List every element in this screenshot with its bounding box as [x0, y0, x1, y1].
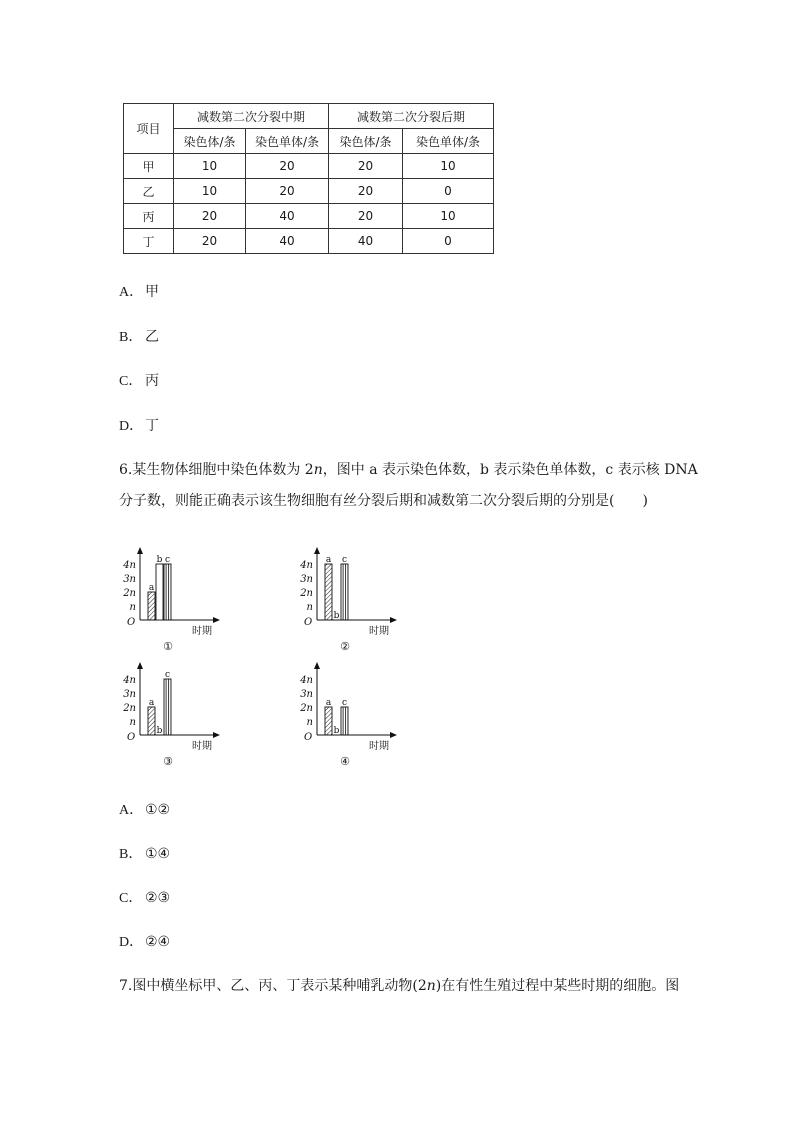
table-cell: 40	[329, 229, 403, 254]
table-cell: 40	[246, 229, 329, 254]
y-tick-label: 4n	[300, 560, 313, 571]
option-text: 甲	[145, 284, 159, 300]
option-label: A．	[119, 803, 144, 818]
table-cell: 40	[246, 204, 329, 229]
table-cell: 20	[329, 154, 403, 179]
table-row-label: 丙	[124, 204, 174, 229]
y-tick-label: 2n	[123, 588, 136, 599]
bar-label-b: b	[156, 555, 163, 565]
option-text: 丁	[145, 418, 159, 434]
bar-label-c: c	[164, 670, 171, 680]
q6-option-d[interactable]	[119, 934, 170, 951]
table-cell: 20	[174, 204, 246, 229]
table-row-label: 甲	[124, 154, 174, 179]
bar-label-a: a	[148, 698, 155, 708]
bar-label-a: a	[325, 555, 332, 565]
y-axis-arrow	[314, 547, 320, 554]
x-axis-label: 时期	[192, 741, 212, 752]
table-cell: 0	[403, 229, 494, 254]
x-axis-label: 时期	[369, 626, 389, 637]
table-row	[124, 154, 494, 179]
data-table	[123, 103, 494, 254]
table-row-label: 丁	[124, 229, 174, 254]
y-tick-label: 3n	[300, 574, 313, 585]
option-label: D．	[119, 419, 144, 434]
table-row	[124, 179, 494, 204]
bar-label-c: c	[341, 555, 348, 565]
option-label: C．	[119, 374, 143, 389]
table-sub-header: 染色体/条	[329, 129, 403, 154]
x-axis-arrow	[213, 732, 220, 738]
option-text: ②③	[145, 890, 171, 906]
bar-graph-svg	[295, 660, 405, 768]
table-cell: 0	[403, 179, 494, 204]
x-axis-arrow	[390, 617, 397, 623]
x-axis-arrow	[390, 732, 397, 738]
x-axis-label: 时期	[369, 741, 389, 752]
q5-option-d[interactable]	[119, 418, 159, 435]
y-tick-label: 4n	[300, 675, 313, 686]
table-row	[124, 229, 494, 254]
bar-label-a: a	[148, 583, 155, 593]
y-tick-label: 4n	[123, 675, 136, 686]
table-cell: 10	[403, 154, 494, 179]
graph-2	[295, 545, 405, 657]
table-row	[124, 204, 494, 229]
q5-option-a[interactable]	[119, 284, 159, 301]
y-tick-label: 3n	[123, 574, 136, 585]
bar-label-b: b	[156, 726, 163, 736]
bar-c	[164, 564, 171, 620]
bar-graph-svg	[295, 545, 405, 653]
option-text: ②④	[145, 934, 171, 950]
q6-option-c[interactable]	[119, 890, 170, 907]
y-tick-label: n	[306, 717, 313, 728]
y-tick-label: n	[129, 602, 136, 613]
q5-option-c[interactable]	[119, 373, 159, 390]
bar-label-a: a	[325, 698, 332, 708]
option-text: 乙	[145, 329, 159, 345]
option-label: B．	[119, 847, 143, 862]
x-axis-arrow	[213, 617, 220, 623]
bar-c	[341, 707, 348, 735]
option-text: ①④	[145, 846, 171, 862]
y-tick-label: 3n	[123, 689, 136, 700]
table-sub-header: 染色体/条	[174, 129, 246, 154]
bar-b	[156, 564, 163, 620]
y-tick-label: n	[306, 602, 313, 613]
table-cell: 20	[246, 179, 329, 204]
y-axis-arrow	[137, 547, 143, 554]
bar-label-c: c	[164, 555, 171, 565]
q6-stem-line1: 6.某生物体细胞中染色体数为 2n，图中 a 表示染色体数，b 表示染色单体数，c 表示核 DNA	[119, 462, 698, 478]
origin-label: O	[304, 732, 313, 743]
option-label: A．	[119, 285, 144, 300]
table-cell: 10	[174, 154, 246, 179]
bar-label-b: b	[333, 726, 340, 736]
y-axis-arrow	[314, 662, 320, 669]
origin-label: O	[127, 617, 136, 628]
graph-caption: ④	[340, 755, 350, 768]
table-cell: 20	[329, 179, 403, 204]
y-tick-label: 2n	[300, 703, 313, 714]
option-label: B．	[119, 330, 143, 345]
table-row-header: 项目	[124, 104, 174, 154]
graph-4	[295, 660, 405, 772]
origin-label: O	[304, 617, 313, 628]
option-label: C．	[119, 891, 143, 906]
y-tick-label: n	[129, 717, 136, 728]
table-group-header: 减数第二次分裂中期	[174, 104, 329, 129]
q6-stem-line2: 分子数，则能正确表示该生物细胞有丝分裂后期和减数第二次分裂后期的分别是( )	[119, 493, 648, 509]
x-axis-label: 时期	[192, 626, 212, 637]
table-sub-header: 染色单体/条	[246, 129, 329, 154]
bar-a	[325, 564, 332, 620]
option-label: D．	[119, 935, 144, 950]
q5-option-b[interactable]	[119, 329, 159, 346]
table-cell: 20	[246, 154, 329, 179]
graph-caption: ①	[163, 640, 173, 653]
y-tick-label: 2n	[300, 588, 313, 599]
q6-option-b[interactable]	[119, 846, 170, 863]
graph-3	[118, 660, 228, 772]
y-tick-label: 3n	[300, 689, 313, 700]
graph-caption: ②	[340, 640, 350, 653]
bar-a	[148, 592, 155, 620]
table-row-label: 乙	[124, 179, 174, 204]
y-tick-label: 2n	[123, 703, 136, 714]
bar-c	[341, 564, 348, 620]
q6-option-a[interactable]	[119, 802, 170, 819]
graph-caption: ③	[163, 755, 173, 768]
option-text: 丙	[145, 373, 159, 389]
bar-a	[325, 707, 332, 735]
bar-graph-svg	[118, 660, 228, 768]
table-cell: 10	[403, 204, 494, 229]
bar-label-c: c	[341, 698, 348, 708]
option-text: ①②	[145, 802, 171, 818]
table-group-header: 减数第二次分裂后期	[329, 104, 494, 129]
table-cell: 10	[174, 179, 246, 204]
bar-label-b: b	[333, 611, 340, 621]
table-cell: 20	[174, 229, 246, 254]
table-sub-header: 染色单体/条	[403, 129, 494, 154]
table-cell: 20	[329, 204, 403, 229]
y-tick-label: 4n	[123, 560, 136, 571]
graph-1	[118, 545, 228, 657]
q7-stem-line1: 7.图中横坐标甲、乙、丙、丁表示某种哺乳动物(2n)在有性生殖过程中某些时期的细胞。图	[119, 978, 680, 994]
y-axis-arrow	[137, 662, 143, 669]
bar-a	[148, 707, 155, 735]
bar-graph-svg	[118, 545, 228, 653]
bar-c	[164, 679, 171, 735]
origin-label: O	[127, 732, 136, 743]
